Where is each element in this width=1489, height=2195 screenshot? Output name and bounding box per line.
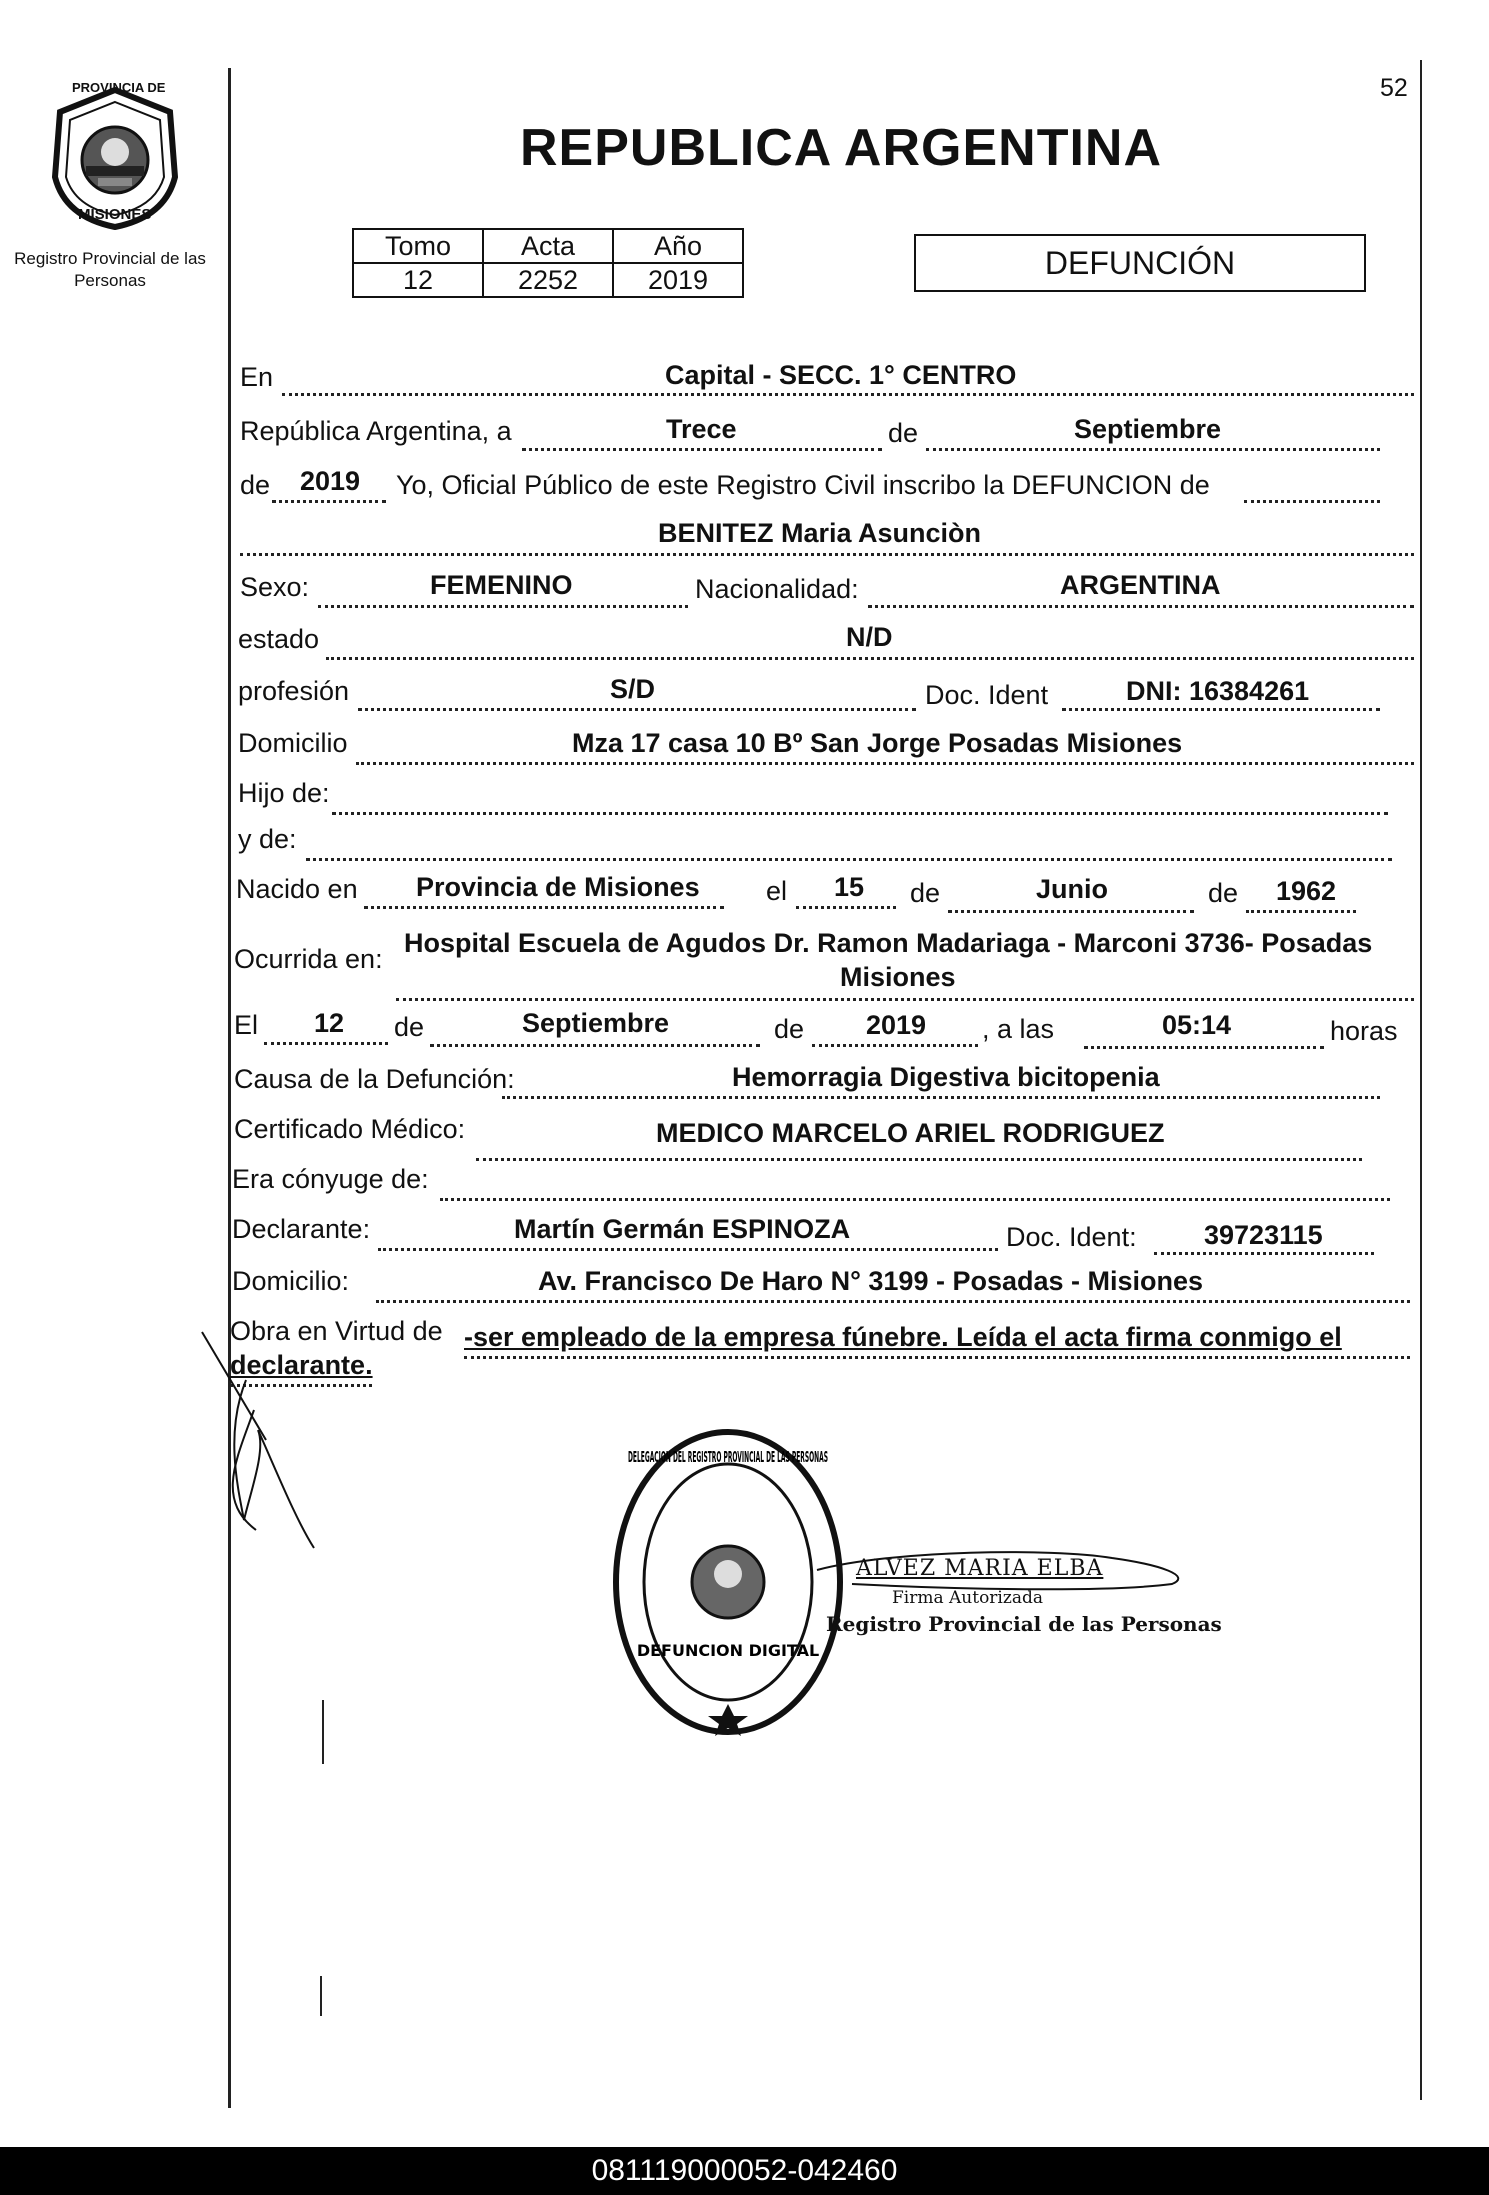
stamp-ring-text: DELEGACION DEL REGISTRO PROVINCIAL DE LAS PERSONAS (628, 1448, 828, 1466)
profesion-value: S/D (610, 674, 656, 704)
de-label: de (888, 418, 919, 448)
dotted-line (272, 500, 386, 503)
record-table (352, 228, 744, 298)
dotted-line (502, 1096, 1380, 1099)
dotted-line (240, 553, 1414, 556)
nacido-label: Nacido en (236, 874, 358, 904)
dotted-line (378, 1248, 998, 1251)
inscribe-text: Yo, Oficial Público de este Registro Civil inscribo la DEFUNCION de (396, 470, 1210, 500)
dotted-line (522, 448, 882, 451)
page-number: 52 (1380, 74, 1408, 102)
doc-ident2-label: Doc. Ident: (1006, 1222, 1137, 1252)
margin-line (228, 68, 231, 2108)
dotted-line (812, 1044, 978, 1047)
birth-day: 15 (834, 872, 865, 902)
conyuge-label: Era cónyuge de: (232, 1164, 429, 1194)
acta-header: Acta (483, 229, 613, 263)
dotted-line (306, 858, 1392, 861)
doc-ident-value: DNI: 16384261 (1126, 676, 1310, 706)
de5-label: de (394, 1012, 425, 1042)
declarante-value: Martín Germán ESPINOZA (514, 1214, 851, 1244)
nacido-value: Provincia de Misiones (416, 872, 700, 902)
dotted-line (430, 1044, 760, 1047)
birth-month: Junio (1036, 874, 1108, 904)
dotted-line (1244, 500, 1380, 503)
domicilio-value: Mza 17 casa 10 Bº San Jorge Posadas Misiones (572, 728, 1183, 758)
domicilio2-label: Domicilio: (232, 1266, 350, 1296)
document-type-box: DEFUNCIÓN (914, 234, 1366, 292)
registry-name: Registro Provincial de las Personas (14, 249, 206, 290)
dotted-line (332, 812, 1388, 815)
domicilio2-value: Av. Francisco De Haro N° 3199 - Posadas - Misiones (538, 1266, 1204, 1296)
dotted-line (356, 762, 1414, 765)
nacionalidad-value: ARGENTINA (1060, 570, 1221, 600)
dotted-line (358, 708, 916, 711)
official-name: ALVEZ MARIA ELBA (856, 1556, 1104, 1581)
declarant-signature (196, 1320, 336, 1560)
dotted-line (376, 1300, 1410, 1303)
hijo-label: Hijo de: (238, 778, 330, 808)
obra-value: -ser empleado de la empresa fúnebre. Leída el acta firma conmigo el (464, 1322, 1342, 1352)
de6-label: de (774, 1014, 805, 1044)
stray-mark (322, 1700, 324, 1764)
republica-label: República Argentina, a (240, 416, 512, 446)
stamp-inner-text: DEFUNCION DIGITAL (636, 1641, 820, 1660)
page-title: REPUBLICA ARGENTINA (520, 119, 1163, 177)
estado-label: estado (238, 624, 320, 654)
anio-value: 2019 (613, 263, 743, 297)
a-las-label: , a las (982, 1014, 1055, 1044)
el2-label: El (234, 1010, 259, 1040)
profesion-label: profesión (238, 676, 350, 706)
dotted-line (326, 657, 1414, 660)
certificado-label: Certificado Médico: (234, 1114, 466, 1144)
estado-value: N/D (846, 622, 893, 652)
dotted-line (264, 1042, 388, 1045)
death-year: 2019 (866, 1010, 927, 1040)
causa-label: Causa de la Defunción: (234, 1064, 515, 1094)
dotted-line (396, 998, 1414, 1001)
ocurrida-line1: Hospital Escuela de Agudos Dr. Ramon Madariaga - Marconi 3736- Posadas (404, 928, 1373, 958)
dotted-line (948, 910, 1194, 913)
dotted-line (476, 1158, 1362, 1161)
seal-text-bottom: MISIONES (78, 206, 152, 223)
doc-ident2-value: 39723115 (1204, 1220, 1323, 1250)
de3-label: de (910, 878, 941, 908)
dotted-line (364, 906, 724, 909)
obra-value2: declarante. (230, 1350, 373, 1380)
birth-year: 1962 (1276, 876, 1337, 906)
obra-label: Obra en Virtud de (230, 1316, 443, 1346)
nacionalidad-label: Nacionalidad: (695, 574, 859, 604)
dotted-line (464, 1356, 1410, 1359)
barcode-number-strip: 081119000052-042460 (0, 2147, 1489, 2195)
ocurrida-line2: Misiones (840, 962, 956, 992)
en-label: En (240, 362, 274, 392)
death-day: 12 (314, 1008, 345, 1038)
domicilio-label: Domicilio (238, 728, 348, 758)
dotted-line (1154, 1252, 1374, 1255)
month-word: Septiembre (1074, 414, 1222, 444)
dotted-line (1246, 910, 1356, 913)
declarante-label: Declarante: (232, 1214, 371, 1244)
dotted-line (926, 448, 1380, 451)
acta-value: 2252 (483, 263, 613, 297)
dotted-line (318, 605, 688, 608)
dotted-line (282, 393, 1414, 396)
tomo-header: Tomo (353, 229, 483, 263)
de4-label: de (1208, 878, 1239, 908)
right-edge-line (1420, 60, 1422, 2100)
deceased-name: BENITEZ Maria Asunciòn (658, 518, 982, 548)
dotted-line (1062, 708, 1380, 711)
y-de-label: y de: (238, 824, 297, 854)
year-value: 2019 (300, 466, 361, 496)
sexo-label: Sexo: (240, 572, 310, 602)
dotted-line (868, 605, 1414, 608)
el-label: el (766, 876, 788, 906)
certificado-value: MEDICO MARCELO ARIEL RODRIGUEZ (656, 1118, 1165, 1148)
en-value: Capital - SECC. 1° CENTRO (665, 360, 1017, 390)
dotted-line (1084, 1046, 1324, 1049)
doc-ident-label: Doc. Ident (925, 680, 1049, 710)
firma-autorizada: Firma Autorizada (892, 1588, 1043, 1608)
horas-label: horas (1330, 1016, 1398, 1046)
anio-header: Año (613, 229, 743, 263)
stamp-registry: Registro Provincial de las Personas (826, 1612, 1222, 1636)
stray-mark (320, 1976, 322, 2016)
tomo-value: 12 (353, 263, 483, 297)
death-month: Septiembre (522, 1008, 670, 1038)
de2-label: de (240, 470, 271, 500)
causa-value: Hemorragia Digestiva bicitopenia (732, 1062, 1160, 1092)
day-word: Trece (666, 414, 737, 444)
sexo-value: FEMENINO (430, 570, 573, 600)
dotted-line (440, 1198, 1390, 1201)
seal-text-top: PROVINCIA DE (72, 80, 166, 95)
death-time: 05:14 (1162, 1010, 1232, 1040)
dotted-line (796, 906, 896, 909)
ocurrida-label: Ocurrida en: (234, 944, 383, 974)
